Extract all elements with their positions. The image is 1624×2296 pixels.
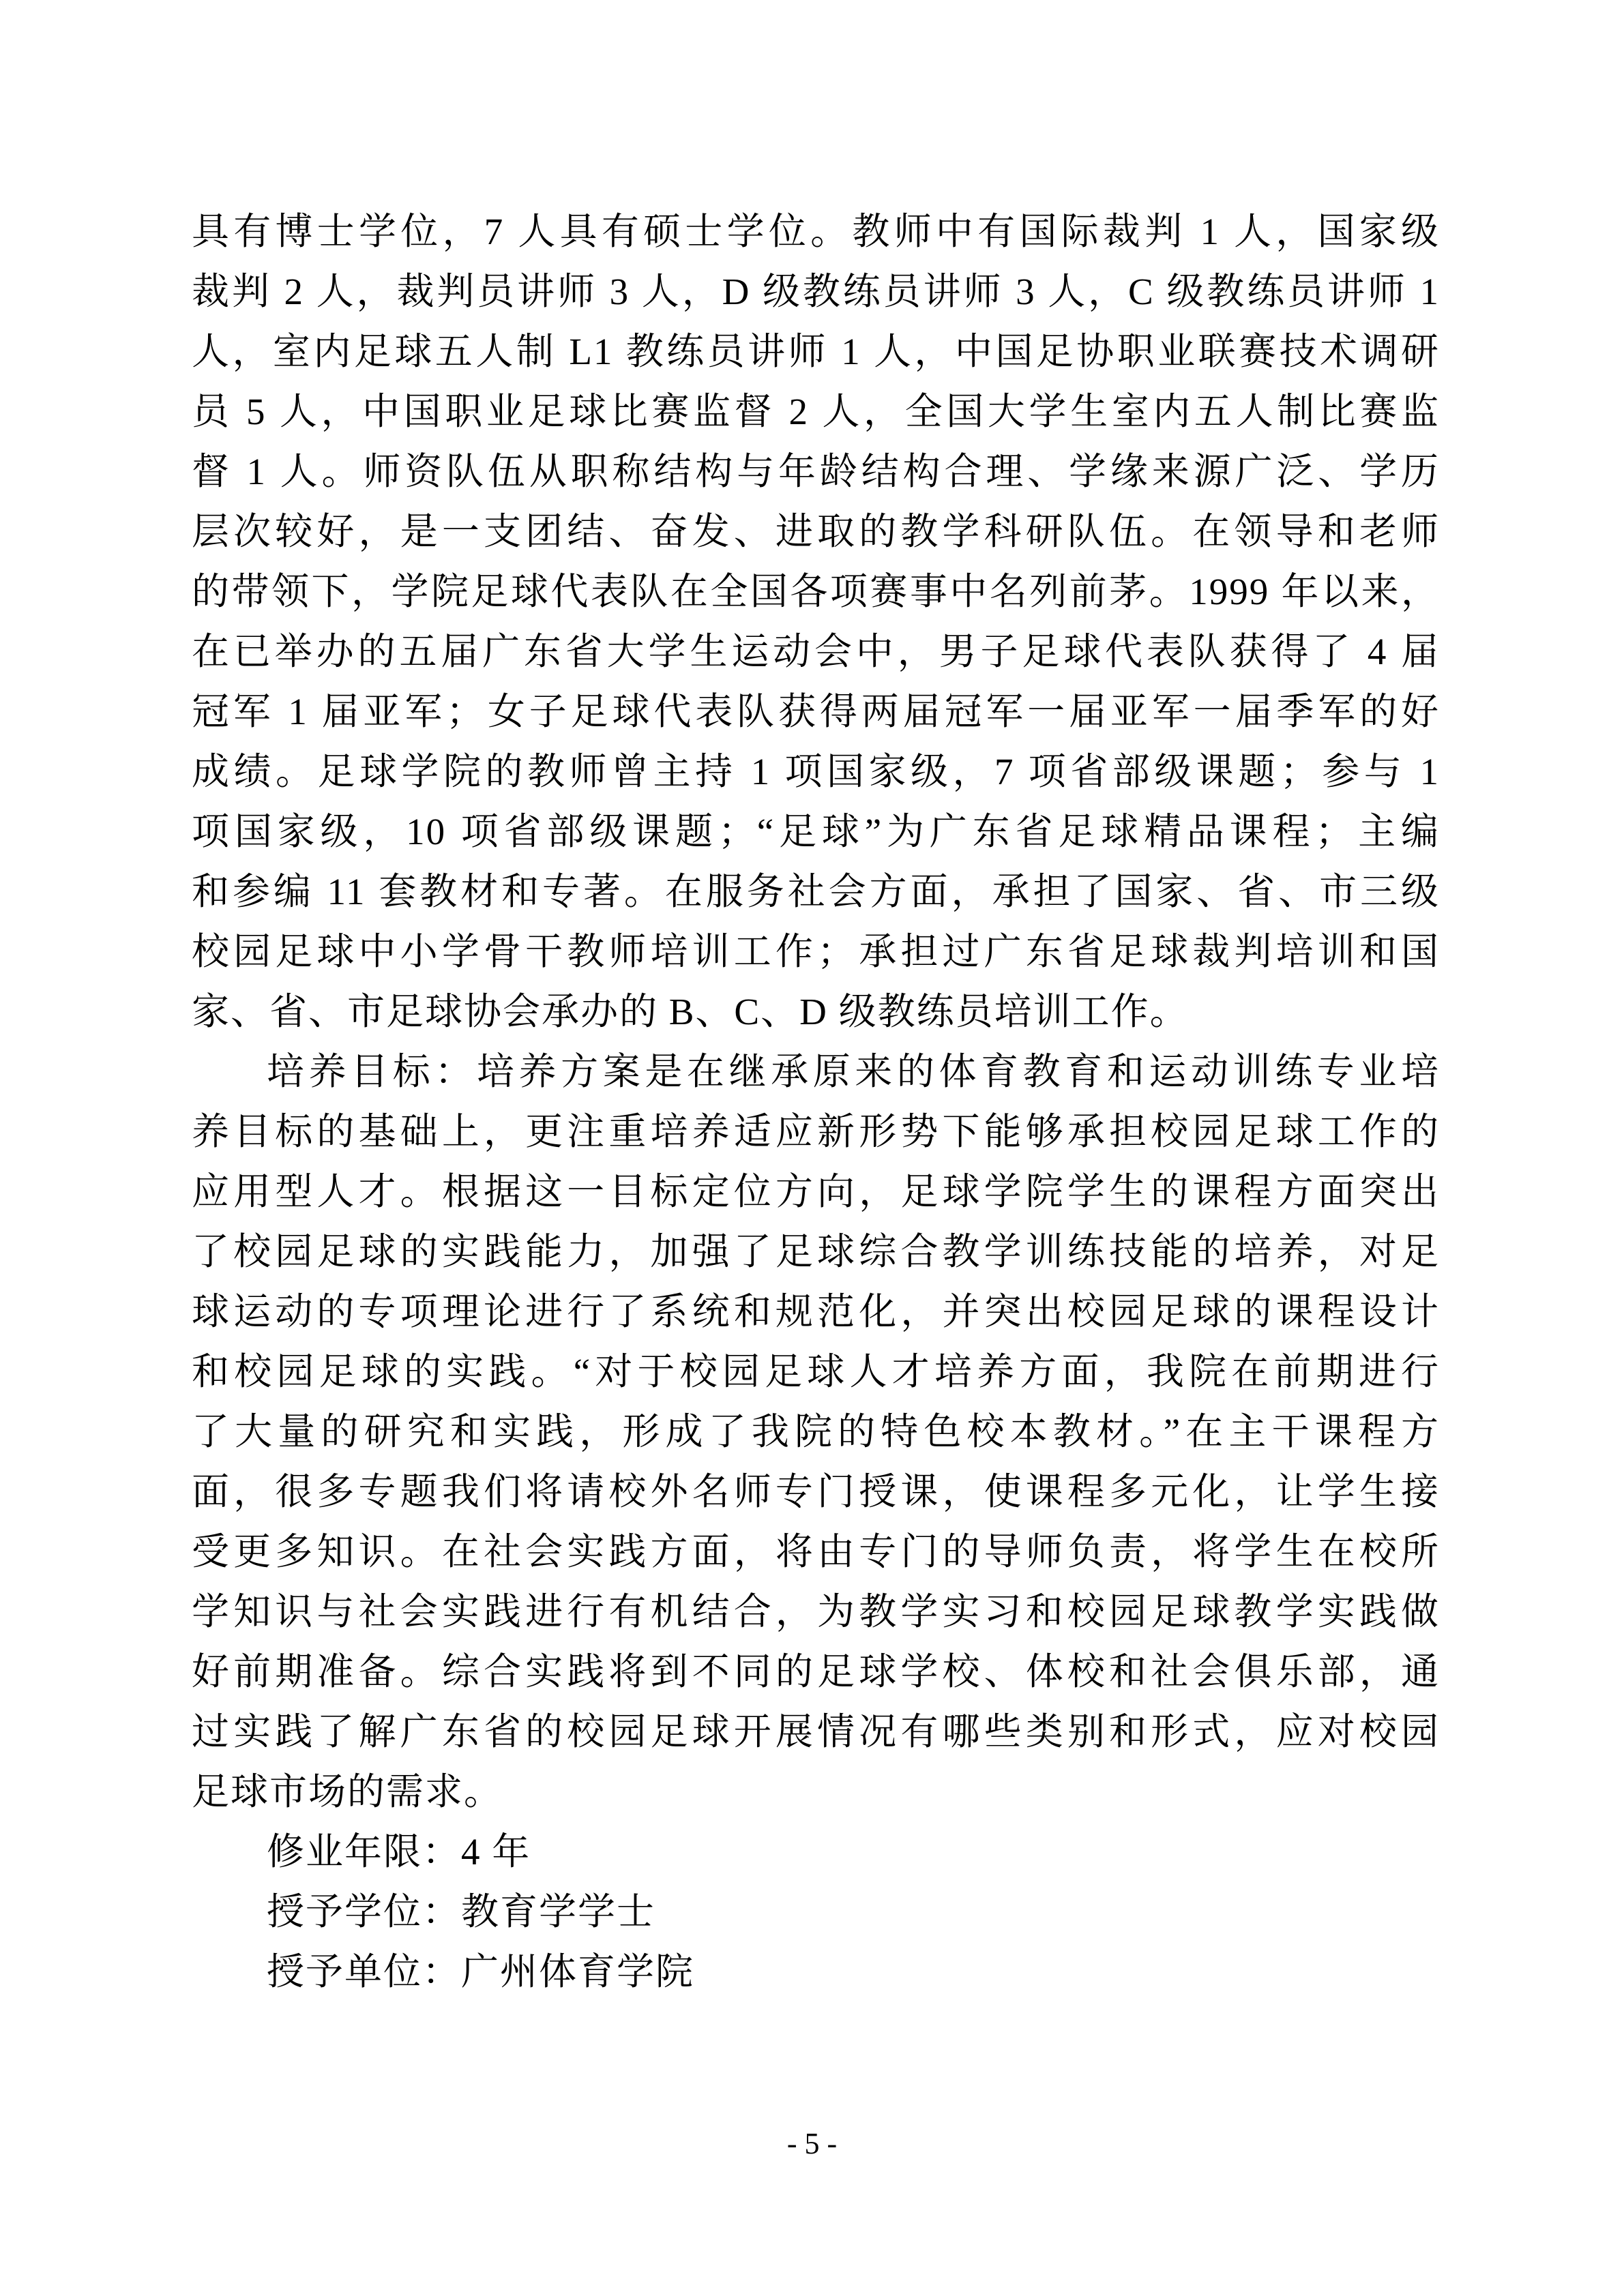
text-line: 成绩。足球学院的教师曾主持 1 项国家级，7 项省部级课题；参与 1	[192, 751, 1440, 792]
text-line: 冠军 1 届亚军；女子足球代表队获得两届冠军一届亚军一届季军的好	[192, 691, 1440, 732]
text-line: 修业年限：4 年	[267, 1831, 531, 1873]
text-line: 督 1 人。师资队伍从职称结构与年龄结构合理、学缘来源广泛、学历	[192, 451, 1440, 492]
paragraph-degree-awarded	[192, 1882, 1440, 1942]
text-line: 项国家级，10 项省部级课题；“足球”为广东省足球精品课程；主编	[192, 811, 1440, 852]
text-line: 和校园足球的实践。“对于校园足球人才培养方面，我院在前期进行	[192, 1351, 1440, 1392]
text-line: 人，室内足球五人制 L1 教练员讲师 1 人，中国足协职业联赛技术调研	[192, 331, 1440, 372]
text-line: 培养目标：培养方案是在继承原来的体育教育和运动训练专业培	[267, 1051, 1440, 1092]
text-line: 的带领下，学院足球代表队在全国各项赛事中名列前茅。1999 年以来，	[192, 571, 1440, 612]
text-line: 球运动的专项理论进行了系统和规范化，并突出校园足球的课程设计	[192, 1291, 1440, 1332]
text-line: 层次较好，是一支团结、奋发、进取的教学科研队伍。在领导和老师	[192, 511, 1440, 552]
text-line: 好前期准备。综合实践将到不同的足球学校、体校和社会俱乐部，通	[192, 1651, 1440, 1693]
document-body	[192, 202, 1440, 2002]
text-line: 应用型人才。根据这一目标定位方向，足球学院学生的课程方面突出	[192, 1171, 1440, 1212]
text-line: 和参编 11 套教材和专著。在服务社会方面，承担了国家、省、市三级	[192, 871, 1440, 912]
text-line: 了大量的研究和实践，形成了我院的特色校本教材。”在主干课程方	[192, 1411, 1440, 1452]
page-footer	[0, 2126, 1624, 2162]
text-line: 过实践了解广东省的校园足球开展情况有哪些类别和形式，应对校园	[192, 1711, 1440, 1753]
text-line: 学知识与社会实践进行有机结合，为教学实习和校园足球教学实践做	[192, 1591, 1440, 1632]
page-number: - 5 -	[786, 2127, 838, 2160]
text-line: 面，很多专题我们将请校外名师专门授课，使课程多元化，让学生接	[192, 1471, 1440, 1512]
text-line: 校园足球中小学骨干教师培训工作；承担过广东省足球裁判培训和国	[192, 931, 1440, 972]
text-line: 足球市场的需求。	[192, 1771, 503, 1813]
paragraph-faculty-qualifications	[192, 202, 1440, 1042]
text-line: 在已举办的五届广东省大学生运动会中，男子足球代表队获得了 4 届	[192, 631, 1440, 672]
text-line: 具有博士学位，7 人具有硕士学位。教师中有国际裁判 1 人，国家级	[192, 211, 1440, 252]
text-line: 家、省、市足球协会承办的 B、C、D 级教练员培训工作。	[192, 991, 1189, 1032]
text-line: 了校园足球的实践能力，加强了足球综合教学训练技能的培养，对足	[192, 1231, 1440, 1272]
text-line: 受更多知识。在社会实践方面，将由专门的导师负责，将学生在校所	[192, 1531, 1440, 1572]
paragraph-study-duration	[192, 1822, 1440, 1882]
paragraph-training-objectives	[192, 1042, 1440, 1822]
text-line: 裁判 2 人，裁判员讲师 3 人，D 级教练员讲师 3 人，C 级教练员讲师 1	[192, 271, 1440, 312]
text-line: 养目标的基础上，更注重培养适应新形势下能够承担校园足球工作的	[192, 1111, 1440, 1152]
text-line: 授予学位：教育学学士	[267, 1891, 656, 1933]
text-line: 授予单位：广州体育学院	[267, 1951, 695, 1993]
text-line: 员 5 人，中国职业足球比赛监督 2 人，全国大学生室内五人制比赛监	[192, 391, 1440, 432]
paragraph-awarding-institution	[192, 1942, 1440, 2002]
